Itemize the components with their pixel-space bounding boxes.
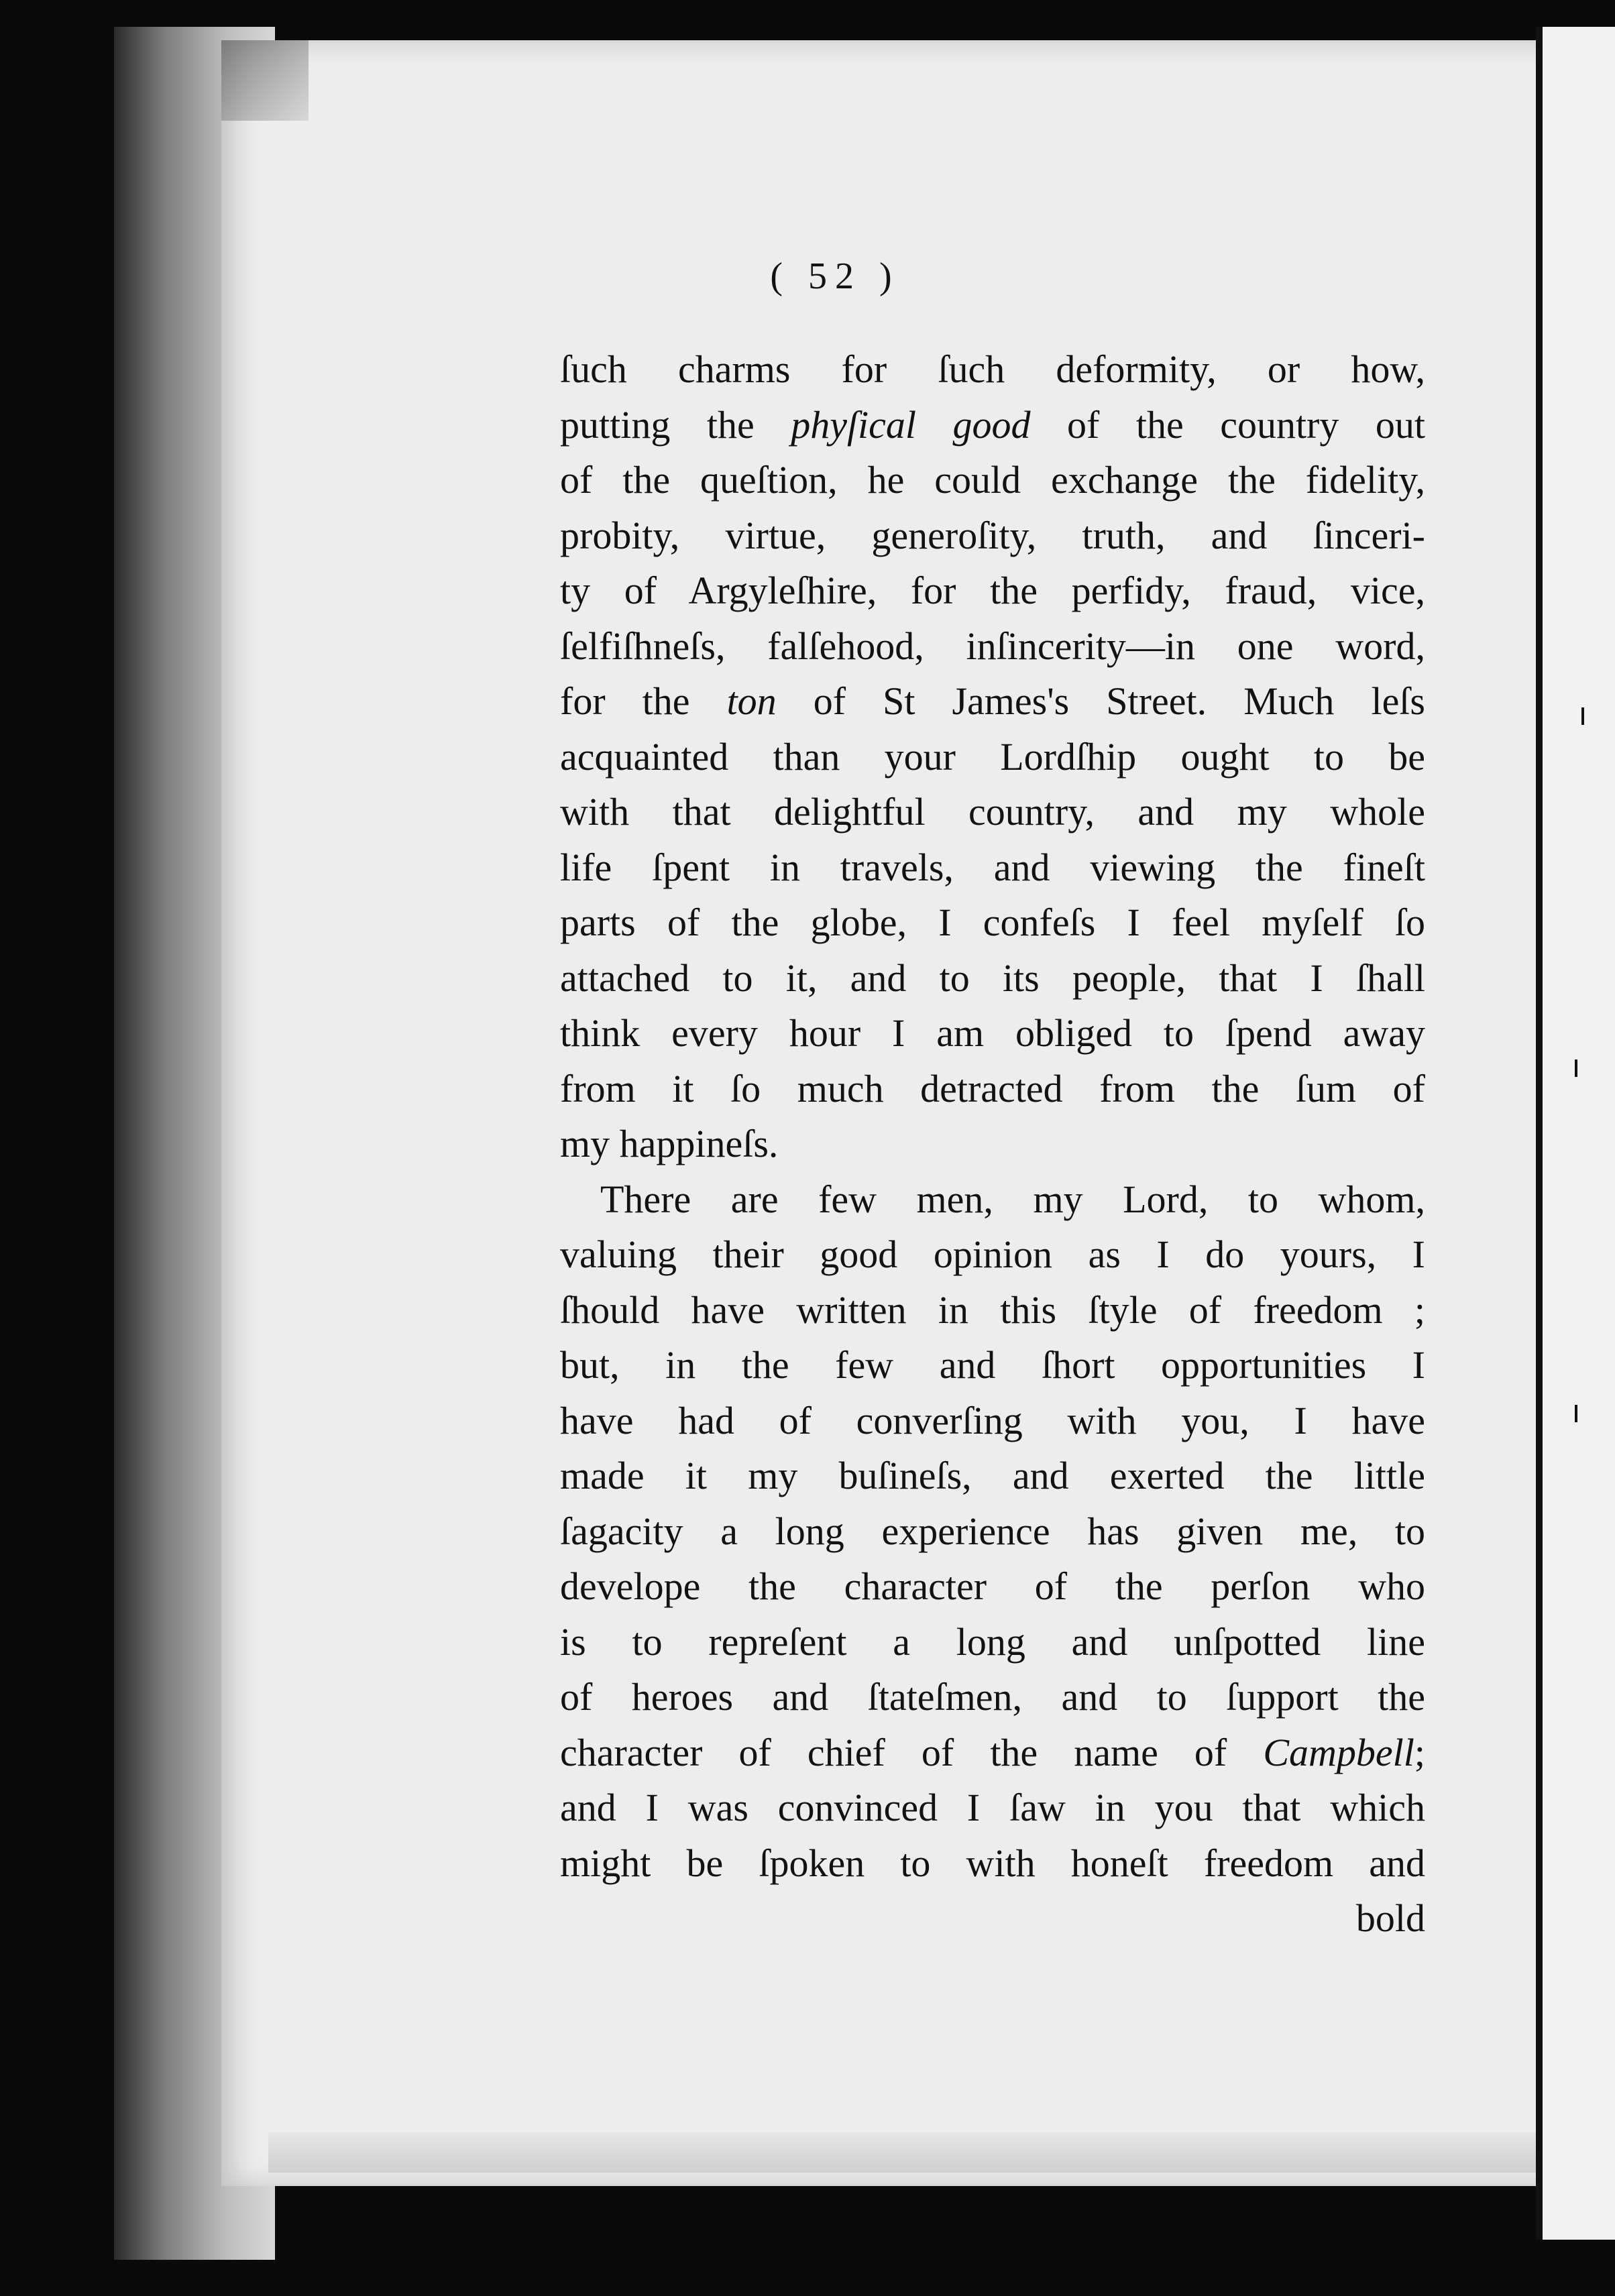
text-line: but, in the few and ſhort opportunities I xyxy=(560,1343,1425,1387)
italic-text: phyſical good xyxy=(791,402,1031,447)
text-span: of the country out xyxy=(1030,402,1425,447)
text-line xyxy=(560,398,1425,453)
text-line: ſelfiſhneſs, falſehood, inſincerity—in one word, xyxy=(560,624,1425,668)
text-line: life ſpent in travels, and viewing the fineſt xyxy=(560,845,1425,889)
text-line: might be ſpoken to with honeſt freedom and xyxy=(560,1841,1425,1885)
text-line: ſuch charms for ſuch deformity, or how, xyxy=(560,347,1425,391)
text-line: There are few men, my Lord, to whom, xyxy=(600,1177,1425,1221)
text-span: for the xyxy=(560,679,727,723)
catchword: bold xyxy=(1355,1896,1425,1940)
text-line: attached to it, and to its people, that I ſhall xyxy=(560,956,1425,1000)
page-bottom-edge xyxy=(268,2132,1576,2173)
italic-text: Campbell xyxy=(1263,1730,1414,1774)
text-line: and I was convinced I ſaw in you that which xyxy=(560,1786,1425,1829)
margin-mark xyxy=(1575,1059,1577,1077)
text-line: is to repreſent a long and unſpotted line xyxy=(560,1619,1425,1664)
body-text xyxy=(560,342,1425,1891)
text-line: made it my buſineſs, and exerted the little xyxy=(560,1454,1425,1497)
text-line: develope the character of the perſon who xyxy=(560,1564,1425,1608)
page-number: ( 52 ) xyxy=(770,255,900,297)
page-corner-fold xyxy=(221,40,309,121)
facing-page-edge xyxy=(1536,27,1615,2240)
text-span: character of chief of the name of xyxy=(560,1730,1264,1774)
text-line xyxy=(560,674,1425,730)
text-line: of heroes and ſtateſmen, and to ſupport the xyxy=(560,1675,1425,1719)
text-line: have had of converſing with you, I have xyxy=(560,1398,1425,1442)
text-span: of St James's Street. Much leſs xyxy=(776,679,1425,723)
text-line: probity, virtue, generoſity, truth, and ſinceri- xyxy=(560,513,1425,557)
italic-text: ton xyxy=(726,679,777,723)
text-line xyxy=(560,1725,1425,1781)
text-line: parts of the globe, I confeſs I feel myſelf ſo xyxy=(560,901,1425,944)
text-line: my happineſs. xyxy=(560,1122,779,1165)
text-line: ty of Argyleſhire, for the perfidy, fraud, vice, xyxy=(560,569,1425,612)
text-span: ; xyxy=(1414,1730,1425,1774)
text-line: acquainted than your Lordſhip ought to be xyxy=(560,734,1425,779)
text-span: putting the xyxy=(560,402,791,447)
text-line: ſhould have written in this ſtyle of freedom ; xyxy=(560,1287,1425,1332)
text-line: of the queſtion, he could exchange the fidelity, xyxy=(560,458,1425,502)
text-line: with that delightful country, and my whole xyxy=(560,790,1425,834)
margin-mark xyxy=(1575,1405,1577,1422)
text-line: valuing their good opinion as I do yours, I xyxy=(560,1232,1425,1276)
text-line: ſagacity a long experience has given me, to xyxy=(560,1509,1425,1553)
text-line: from it ſo much detracted from the ſum of xyxy=(560,1066,1425,1110)
margin-mark xyxy=(1581,707,1584,725)
text-line: think every hour I am obliged to ſpend away xyxy=(560,1011,1425,1055)
